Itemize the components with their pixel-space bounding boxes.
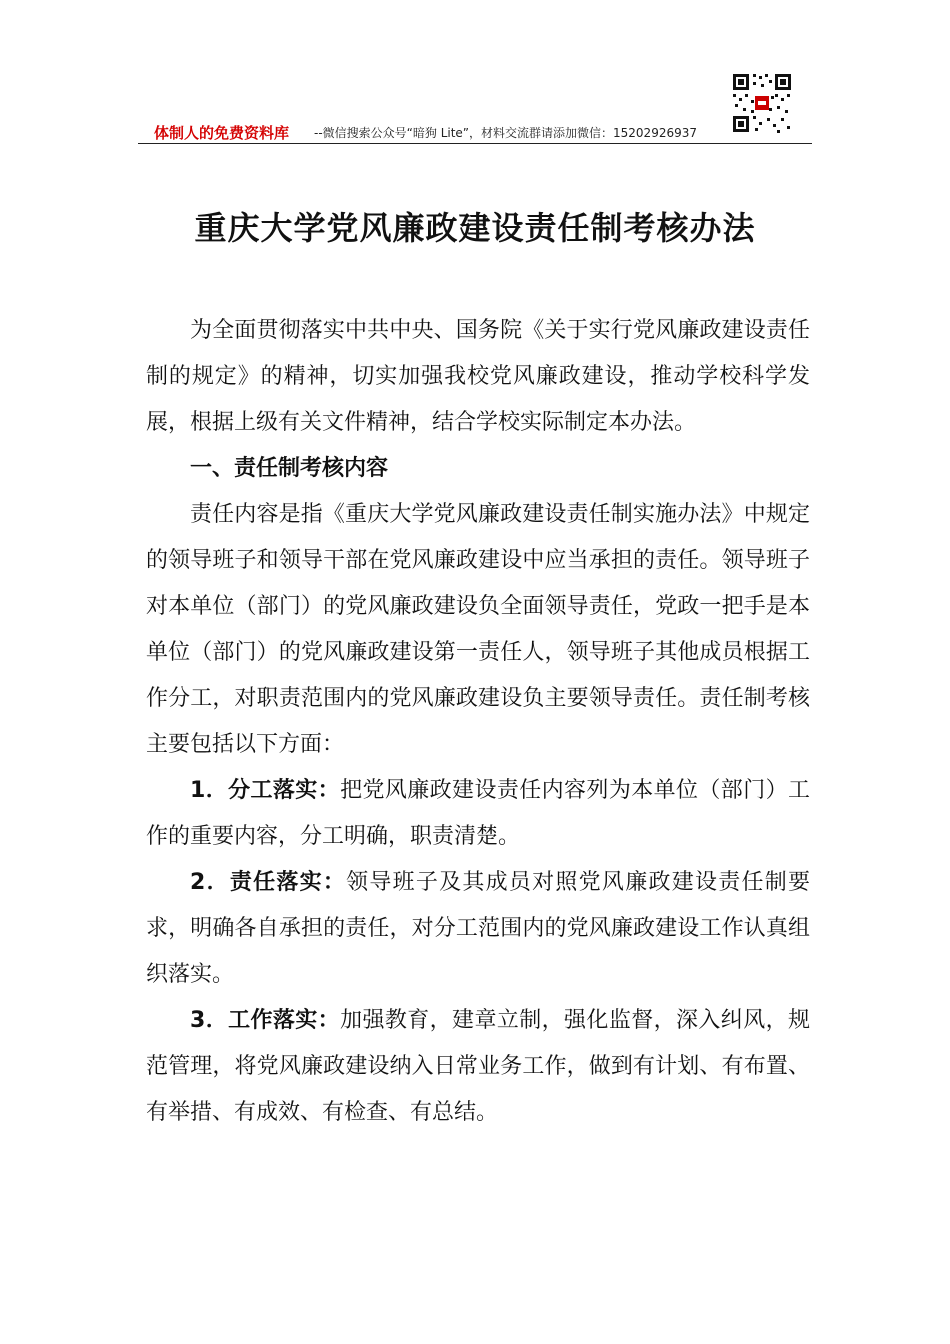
list-item-2	[146, 860, 810, 998]
header-divider	[138, 143, 812, 144]
qr-code-icon	[731, 72, 793, 134]
list-item-2-text: 领导班子及其成员对照党风廉政建设责任制要求，明确各自承担的责任，对分工范围内的党风廉政建设工作认真组织落实。	[146, 870, 810, 987]
section-heading-1: 一、责任制考核内容	[190, 456, 389, 481]
document-title: 重庆大学党风廉政建设责任制考核办法	[194, 209, 756, 247]
list-item-2-label: 2．责任落实：	[190, 870, 347, 895]
header-subtitle: --微信搜索公众号“暗狗 Lite”，材料交流群请添加微信：15202926937	[314, 126, 697, 140]
list-item-1-label: 1．分工落实：	[190, 778, 341, 803]
list-item-3-label: 3．工作落实：	[190, 1008, 341, 1033]
list-item-1	[146, 768, 810, 860]
document-body	[146, 308, 810, 1136]
page-header	[138, 122, 812, 144]
list-item-1-text: 把党风廉政建设责任内容列为本单位（部门）工作的重要内容，分工明确，职责清楚。	[146, 778, 810, 849]
list-item-3-text: 加强教育，建章立制，强化监督，深入纠风，规范管理，将党风廉政建设纳入日常业务工作，做到有计划、有布置、有举措、有成效、有检查、有总结。	[146, 1008, 810, 1125]
content-paragraph: 责任内容是指《重庆大学党风廉政建设责任制实施办法》中规定的领导班子和领导干部在党风廉政建设中应当承担的责任。领导班子对本单位（部门）的党风廉政建设负全面领导责任，党政一把手是本单位（部门）的党风廉政建设第一责任人，领导班子其他成员根据工作分工，对职责范围内的党风廉政建设负主要领导责任。责任制考核主要包括以下方面：	[146, 502, 810, 757]
list-item-3	[146, 998, 810, 1136]
intro-paragraph: 为全面贯彻落实中共中央、国务院《关于实行党风廉政建设责任制的规定》的精神，切实加强我校党风廉政建设，推动学校科学发展，根据上级有关文件精神，结合学校实际制定本办法。	[146, 318, 810, 435]
header-brand: 体制人的免费资料库	[154, 124, 290, 142]
